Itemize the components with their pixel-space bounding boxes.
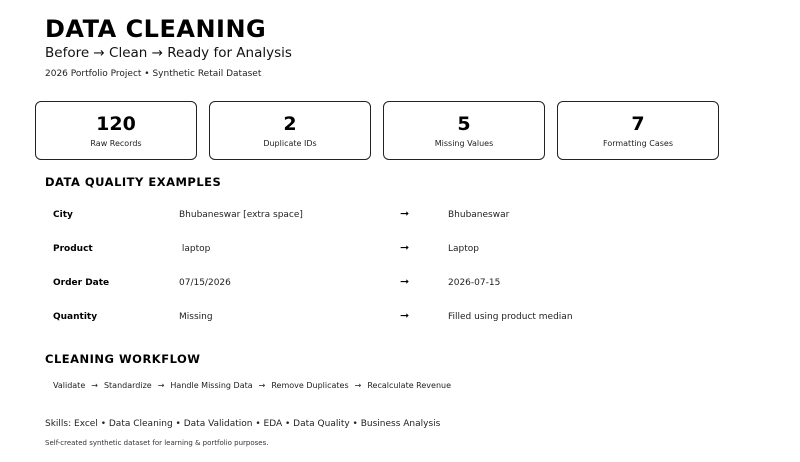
stat-card-duplicate-ids xyxy=(209,101,371,160)
stat-value: 2 xyxy=(283,113,297,135)
example-before-value: 07/15/2026 xyxy=(179,278,231,288)
arrow-right-icon: ➞ xyxy=(400,309,410,322)
arrow-right-icon: → xyxy=(157,381,165,390)
stat-label: Missing Values xyxy=(434,139,494,148)
stat-value: 120 xyxy=(96,113,136,135)
example-field: Quantity xyxy=(53,312,98,322)
arrow-right-icon: → xyxy=(258,381,266,390)
example-before-value: Bhubaneswar [extra space] xyxy=(179,210,303,220)
example-field: Order Date xyxy=(53,278,110,288)
example-field: City xyxy=(53,210,73,220)
example-row-product xyxy=(0,232,800,266)
example-row-quantity xyxy=(0,300,800,334)
stat-card-raw-records xyxy=(35,101,197,160)
example-before-value: laptop xyxy=(179,244,211,254)
stat-value: 5 xyxy=(457,113,471,135)
stat-card-formatting-cases xyxy=(557,101,719,160)
stats-row xyxy=(35,101,719,160)
example-row-city xyxy=(0,198,800,232)
footnote: Self-created synthetic dataset for learning & portfolio purposes. xyxy=(45,439,269,447)
data-quality-examples xyxy=(0,198,800,334)
example-field: Product xyxy=(53,244,93,254)
arrow-right-icon: ➞ xyxy=(400,275,410,288)
page-subtitle: Before → Clean → Ready for Analysis xyxy=(45,45,292,61)
arrow-right-icon: ➞ xyxy=(400,241,410,254)
example-after-value: Laptop xyxy=(448,244,479,254)
data-quality-heading: DATA QUALITY EXAMPLES xyxy=(45,175,222,189)
stat-card-missing-values xyxy=(383,101,545,160)
arrow-right-icon: → xyxy=(354,381,362,390)
workflow-step-recalculate-revenue: Recalculate Revenue xyxy=(367,381,452,390)
stat-label: Raw Records xyxy=(90,139,142,148)
workflow-steps xyxy=(53,381,451,390)
example-after-value: 2026-07-15 xyxy=(448,278,501,288)
arrow-right-icon: ➞ xyxy=(400,207,410,220)
stat-label: Formatting Cases xyxy=(603,139,673,148)
workflow-step-handle-missing-data: Handle Missing Data xyxy=(170,381,253,390)
arrow-right-icon: → xyxy=(91,381,98,390)
stat-label: Duplicate IDs xyxy=(263,139,317,148)
example-before-value: Missing xyxy=(179,312,213,322)
workflow-step-standardize: Standardize xyxy=(103,381,152,390)
example-after-value: Filled using product median xyxy=(448,312,573,322)
project-caption: 2026 Portfolio Project • Synthetic Retail Dataset xyxy=(45,69,262,79)
skills-line: Skills: Excel • Data Cleaning • Data Validation • EDA • Data Quality • Business Analysis xyxy=(45,419,441,429)
workflow-step-remove-duplicates: Remove Duplicates xyxy=(271,381,349,390)
example-row-order-date xyxy=(0,266,800,300)
page-title: DATA CLEANING xyxy=(45,15,267,43)
stat-value: 7 xyxy=(631,113,645,135)
workflow-step-validate: Validate xyxy=(53,381,86,390)
cleaning-workflow-heading: CLEANING WORKFLOW xyxy=(45,352,201,366)
example-after-value: Bhubaneswar xyxy=(448,210,510,220)
